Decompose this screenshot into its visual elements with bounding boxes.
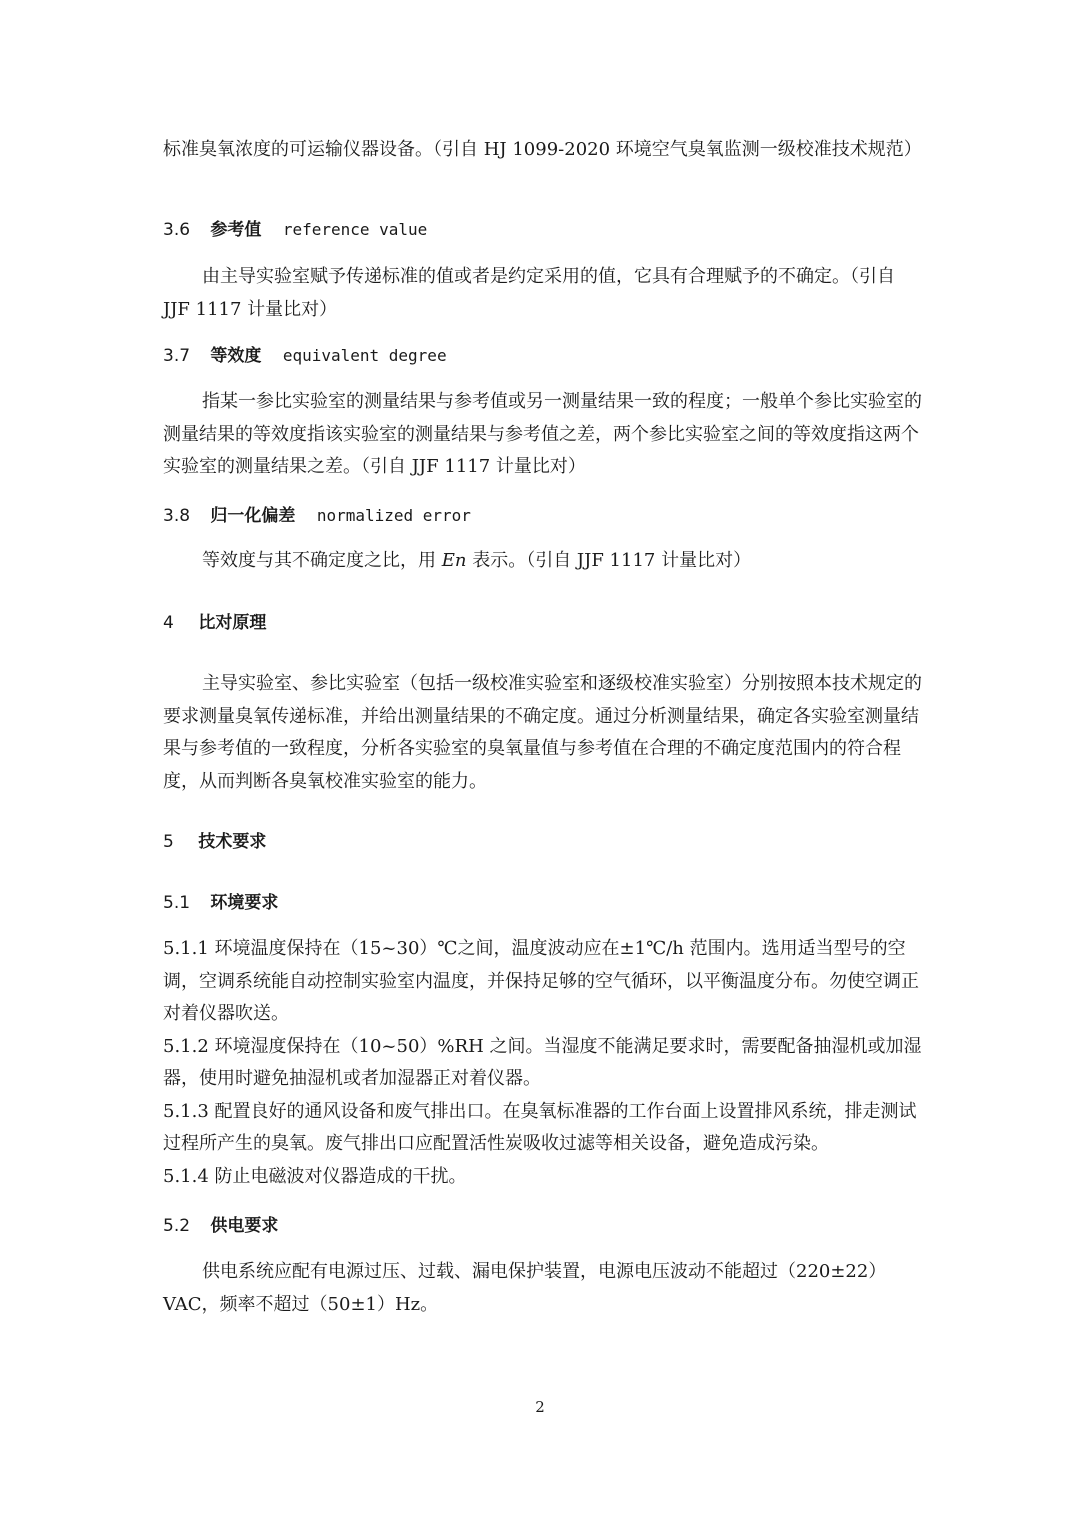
section-number: 3.8: [163, 506, 191, 526]
page-number: 2: [535, 1398, 545, 1416]
section-english-term: reference value: [282, 220, 428, 239]
section-english-term: normalized error: [316, 506, 471, 525]
section-4-body: 主导实验室、参比实验室（包括一级校准实验室和逐级校准实验室）分别按照本技术规定的要求测量臭氧传递标准，并给出测量结果的不确定度。通过分析测量结果，确定各实验室测量结果与参考值的一致程度，分析各实验室的臭氧量值与参考值在合理的不确定度范围内的符合程度，从而判断各臭氧校准实验室的能力。: [163, 673, 922, 792]
section-number: 3.6: [163, 220, 191, 240]
section-3-7-body: 指某一参比实验室的测量结果与参考值或另一测量结果一致的程度；一般单个参比实验室的测量结果的等效度指该实验室的测量结果与参考值之差，两个参比实验室之间的等效度指这两个实验室的测量结果之差。（引自 JJF 1117 计量比对）: [163, 391, 922, 477]
section-5-1-items: [163, 933, 923, 1193]
section-title: 归一化偏差: [210, 506, 296, 526]
body-text: 等效度与其不确定度之比，用: [202, 550, 442, 571]
section-3-8-heading: [163, 504, 923, 528]
section-title: 环境要求: [210, 893, 279, 913]
intro-paragraph: 标准臭氧浓度的可运输仪器设备。（引自 HJ 1099-2020 环境空气臭氧监测一级校准技术规范）: [163, 139, 922, 160]
section-title: 参考值: [210, 220, 262, 240]
section-5-2-body: 供电系统应配有电源过压、过载、漏电保护装置，电源电压波动不能超过（220±22）VAC，频率不超过（50±1）Hz。: [163, 1261, 887, 1315]
section-3-7-heading: [163, 344, 923, 368]
list-item: 5.1.3 配置良好的通风设备和废气排出口。在臭氧标准器的工作台面上设置排风系统，排走测试过程所产生的臭氧。废气排出口应配置活性炭吸收过滤等相关设备，避免造成污染。: [163, 1100, 917, 1154]
section-english-term: equivalent degree: [282, 346, 447, 365]
section-5-2-heading: [163, 1214, 923, 1238]
section-title: 技术要求: [198, 832, 267, 852]
section-5-heading: [163, 830, 923, 854]
list-item: 5.1.1 环境温度保持在（15~30）℃之间，温度波动应在±1℃/h 范围内。选用适当型号的空调，空调系统能自动控制实验室内温度，并保持足够的空气循环，以平衡温度分布。勿使空调正对着仪器吹送。: [163, 938, 919, 1024]
list-item: 5.1.2 环境湿度保持在（10~50）%RH 之间。当湿度不能满足要求时，需要配备抽湿机或加湿器，使用时避免抽湿机或者加湿器正对着仪器。: [163, 1035, 922, 1089]
section-number: 4: [163, 613, 174, 633]
section-4-heading: [163, 611, 923, 635]
section-title: 供电要求: [210, 1216, 279, 1236]
section-title: 比对原理: [198, 613, 267, 633]
section-5-1-heading: [163, 891, 923, 915]
section-number: 5.1: [163, 893, 191, 913]
section-title: 等效度: [210, 346, 262, 366]
section-number: 5: [163, 832, 174, 852]
section-number: 3.7: [163, 346, 191, 366]
en-symbol: En: [441, 550, 467, 571]
section-3-8-body: [163, 545, 923, 578]
list-item: 5.1.4 防止电磁波对仪器造成的干扰。: [163, 1165, 467, 1187]
body-text: 表示。（引自 JJF 1117 计量比对）: [466, 550, 752, 571]
section-number: 5.2: [163, 1216, 191, 1236]
section-3-6-heading: [163, 218, 923, 242]
section-3-6-body: 由主导实验室赋予传递标准的值或者是约定采用的值，它具有合理赋予的不确定。（引自 JJF 1117 计量比对）: [163, 266, 895, 320]
